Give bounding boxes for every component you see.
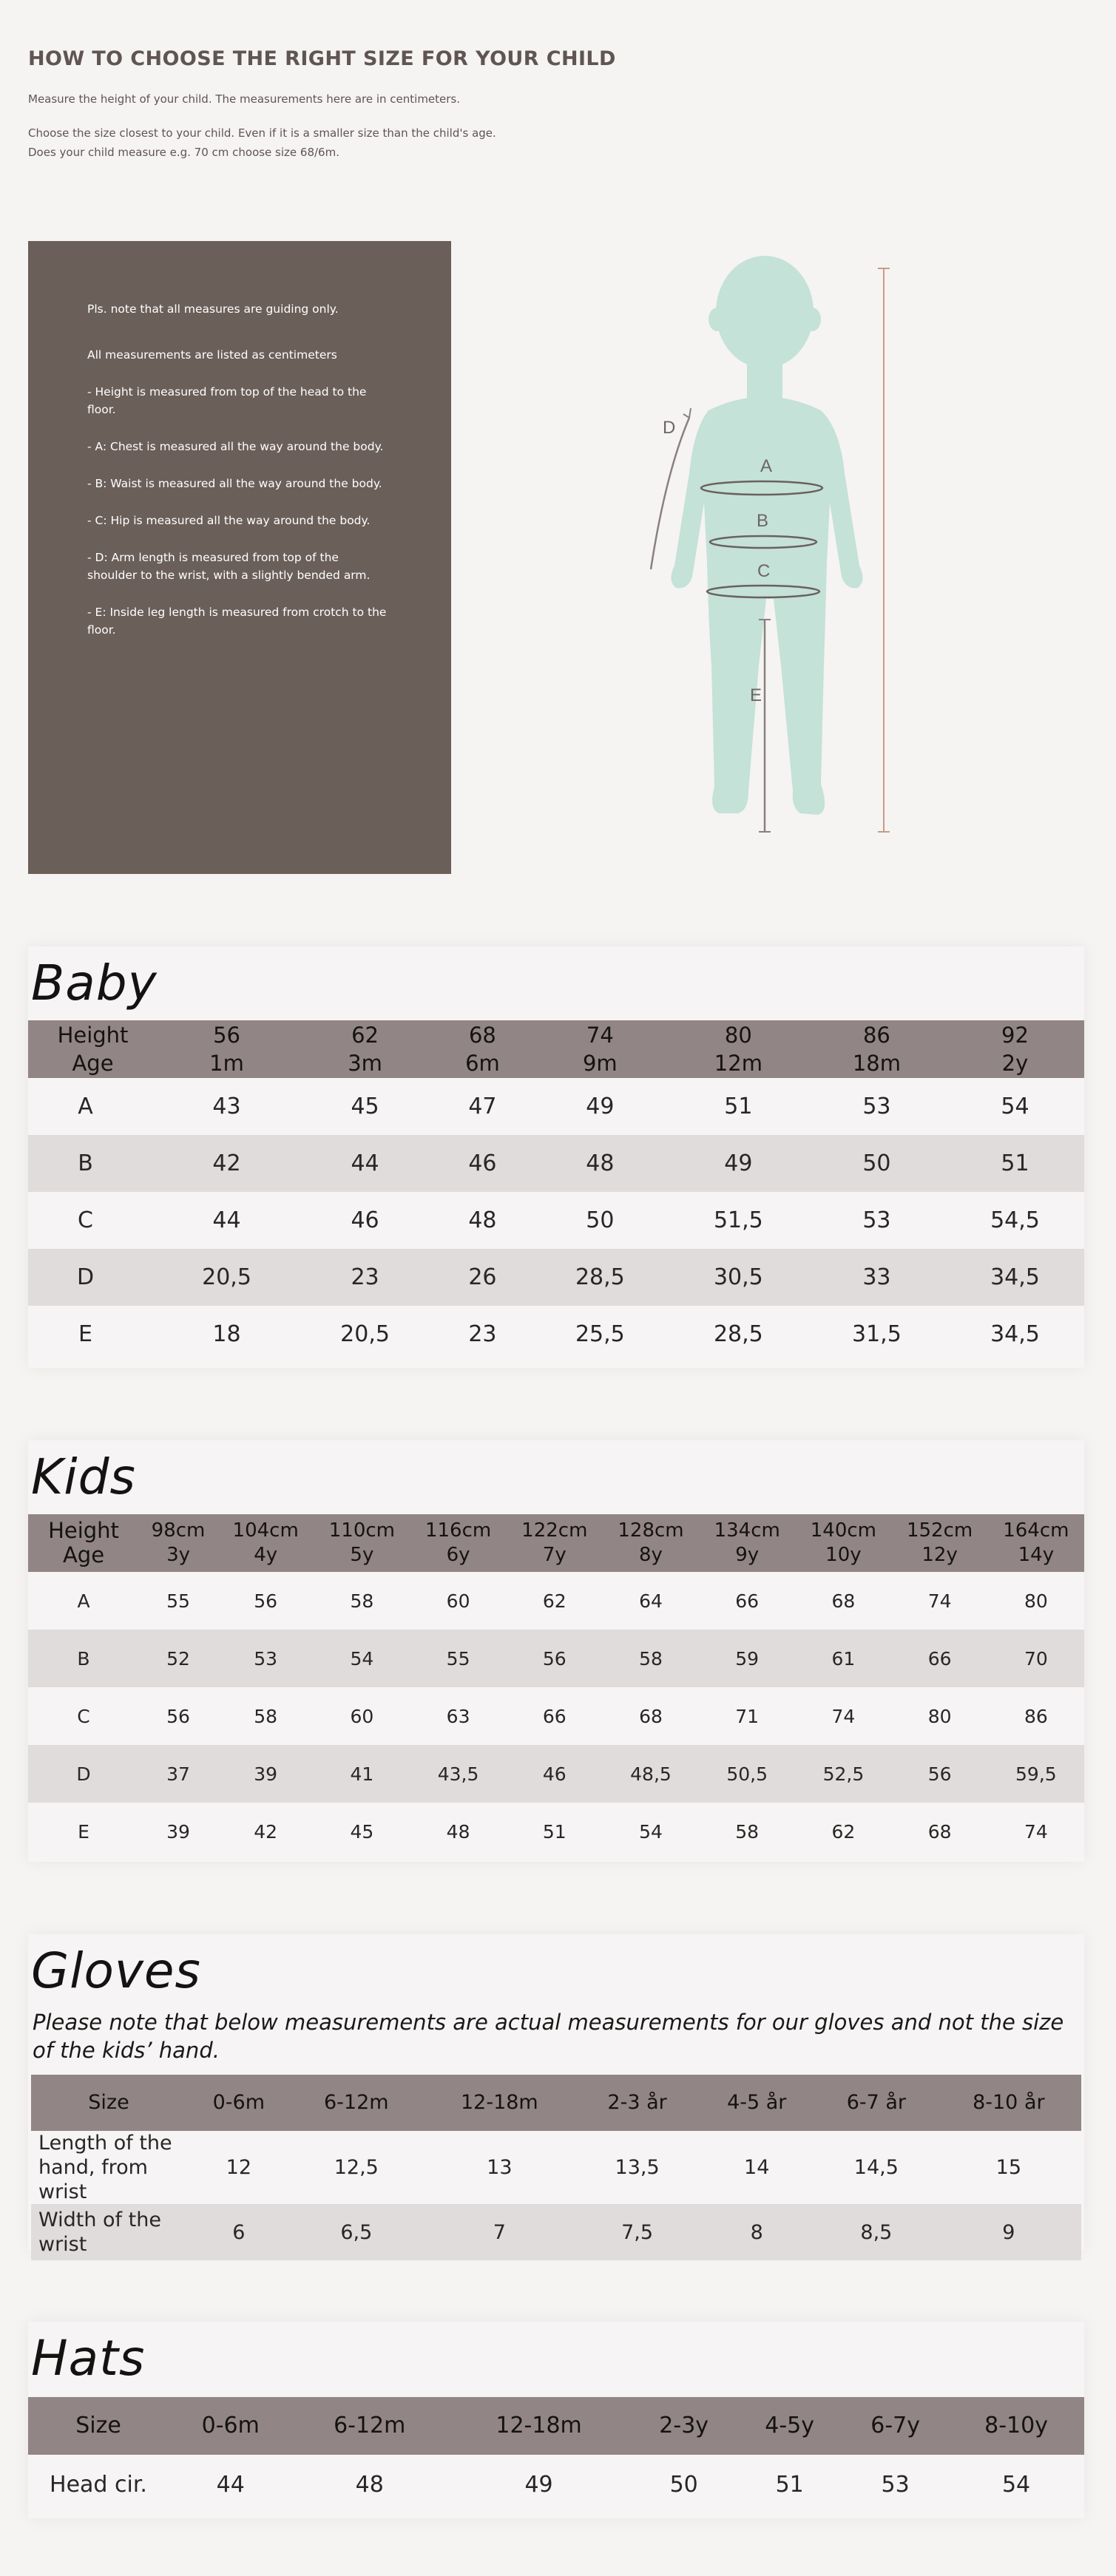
table-cell: 20,5 [340,1321,390,1347]
table-cell: 25,5 [575,1321,625,1347]
baby-size-card [28,946,1084,1368]
kids-title: Kids [31,1448,136,1505]
table-cell: 42 [212,1150,241,1176]
table-cell: 50 [586,1207,615,1233]
table-cell: 9 [1002,2220,1015,2244]
table-cell: 52 [166,1647,190,1670]
header-size: 80 12m [714,1023,762,1076]
table-cell: 54 [1001,2471,1031,2498]
table-cell: 51 [542,1820,567,1843]
row-label: A [77,1590,90,1612]
label-c: C [757,561,771,581]
table-cell: 44 [212,1207,241,1233]
header-size: 116cm 6y [425,1519,492,1566]
table-cell: 56 [542,1647,567,1670]
table-cell: 42 [254,1820,278,1843]
table-cell: 48 [468,1207,497,1233]
baby-title: Baby [31,955,158,1011]
hats-size-card [28,2322,1084,2518]
table-cell: 53 [254,1647,278,1670]
gloves-size-card [28,1934,1084,2256]
table-cell: 66 [735,1590,760,1612]
table-cell: 56 [927,1763,952,1785]
header-size: 134cm 9y [714,1519,780,1566]
table-cell: 6,5 [340,2220,373,2244]
table-cell: 58 [254,1705,278,1727]
child-measurement-figure [636,251,902,843]
header-size: 92 2y [1001,1023,1029,1076]
table-cell: 74 [831,1705,856,1727]
table-cell: 48 [586,1150,615,1176]
row-label: B [77,1647,90,1670]
table-cell: 50,5 [726,1763,768,1785]
table-cell: 53 [862,1207,891,1233]
table-cell: 12,5 [334,2156,379,2179]
header-size: 110cm 5y [328,1519,395,1566]
table-cell: 68 [927,1820,952,1843]
table-cell: 37 [166,1763,190,1785]
label-d: D [663,418,676,438]
table-cell: 80 [1024,1590,1048,1612]
table-cell: 63 [446,1705,470,1727]
table-cell: 23 [468,1321,497,1347]
row-label: B [78,1150,93,1176]
table-cell: 74 [927,1590,952,1612]
table-row [31,2131,1081,2204]
note-text: - D: Arm length is measured from top of the shoulder to the wrist, with a slightly bended arm. [87,551,371,582]
header-size: 68 6m [465,1023,500,1076]
table-cell: 8 [750,2220,763,2244]
row-label: C [77,1705,90,1727]
table-cell: 68 [639,1705,663,1727]
table-cell: 28,5 [575,1264,625,1290]
header-size: 152cm 12y [906,1519,973,1566]
table-cell: 44 [216,2471,245,2498]
baby-size-table [28,1020,1084,1363]
intro [28,47,768,162]
table-cell: 6 [232,2220,246,2244]
table-cell: 47 [468,1094,497,1119]
table-cell: 30,5 [713,1264,763,1290]
header-size: 6-7 år [846,2091,907,2114]
table-cell: 43 [212,1094,241,1119]
note-text: - C: Hip is measured all the way around the body. [87,514,371,527]
table-cell: 54,5 [990,1207,1040,1233]
child-silhouette-illustration [636,251,902,843]
table-cell: 8,5 [860,2220,893,2244]
table-cell: 7,5 [621,2220,654,2244]
table-cell: 49 [524,2471,553,2498]
table-cell: 14,5 [853,2156,899,2179]
header-size: 56 1m [209,1023,244,1076]
table-cell: 80 [927,1705,952,1727]
note-text: - B: Waist is measured all the way around the body. [87,477,382,490]
table-cell: 45 [351,1094,379,1119]
row-label: D [76,1763,91,1785]
table-cell: 58 [350,1590,374,1612]
note-text: Pls. note that all measures are guiding only. [87,302,339,316]
table-cell: 59 [735,1647,760,1670]
table-cell: 86 [1024,1705,1048,1727]
header-size: 2-3 år [607,2091,667,2114]
header-size: 12-18m [496,2413,582,2438]
table-cell: 55 [166,1590,190,1612]
table-cell: 23 [351,1264,379,1290]
table-row [28,2455,1084,2514]
table-cell: 20,5 [202,1264,251,1290]
table-cell: 26 [468,1264,497,1290]
header-size: 0-6m [201,2413,260,2438]
header-size: 4-5y [765,2413,815,2438]
table-cell: 54 [1001,1094,1029,1119]
label-b: B [757,511,769,531]
table-header-row [28,1514,1084,1572]
header-size: 74 9m [582,1023,618,1076]
table-cell: 13 [487,2156,513,2179]
table-cell: 66 [542,1705,567,1727]
table-cell: 55 [446,1647,470,1670]
row-label: E [78,1820,89,1843]
table-cell: 60 [446,1590,470,1612]
table-cell: 50 [669,2471,698,2498]
header-size: 86 18m [852,1023,901,1076]
table-cell: 7 [493,2220,506,2244]
hats-size-table [28,2397,1084,2514]
table-row [28,1135,1084,1192]
table-cell: 51,5 [713,1207,763,1233]
intro-text: Choose the size closest to your child. Even if it is a smaller size than the child's age. [28,126,496,140]
table-cell: 51 [775,2471,804,2498]
label-e: E [750,685,762,705]
header-size: 8-10y [984,2413,1048,2438]
table-cell: 12 [226,2156,252,2179]
table-row [28,1192,1084,1249]
table-cell: 18 [212,1321,241,1347]
table-cell: 71 [735,1705,760,1727]
table-cell: 51 [724,1094,753,1119]
table-cell: 34,5 [990,1264,1040,1290]
header-size: 122cm 7y [521,1519,588,1566]
table-cell: 46 [351,1207,379,1233]
header-size: 140cm 10y [810,1519,877,1566]
table-row [28,1306,1084,1363]
kids-size-table [28,1514,1084,1860]
table-cell: 62 [831,1820,856,1843]
table-cell: 53 [862,1094,891,1119]
intro-text: Does your child measure e.g. 70 cm choose size 68/6m. [28,146,339,159]
header-size: 0-6m [212,2091,266,2114]
table-cell: 52,5 [822,1763,865,1785]
table-cell: 70 [1024,1647,1048,1670]
table-cell: 53 [881,2471,910,2498]
table-cell: 48,5 [630,1763,672,1785]
row-label: Head cir. [50,2471,147,2498]
table-cell: 46 [542,1763,567,1785]
header-size: 164cm 14y [1003,1519,1069,1566]
measurement-notes-panel [28,241,451,874]
table-cell: 41 [350,1763,374,1785]
table-cell: 54 [350,1647,374,1670]
table-cell: 33 [862,1264,891,1290]
table-cell: 49 [586,1094,615,1119]
note-text: - Height is measured from top of the head to the floor. [87,385,367,416]
table-cell: 60 [350,1705,374,1727]
table-row [28,1803,1084,1860]
table-row [28,1630,1084,1687]
table-cell: 50 [862,1150,891,1176]
table-cell: 39 [254,1763,278,1785]
table-cell: 58 [639,1647,663,1670]
table-header-row [31,2075,1081,2131]
table-row [31,2204,1081,2260]
row-label: A [78,1094,93,1119]
table-cell: 14 [744,2156,770,2179]
row-label: Length of the hand, from wrist [38,2132,172,2203]
header-size: 4-5 år [727,2091,787,2114]
header-size: 12-18m [460,2091,538,2114]
table-cell: 61 [831,1647,856,1670]
gloves-size-table [31,2075,1081,2260]
table-cell: 56 [166,1705,190,1727]
table-cell: 64 [639,1590,663,1612]
note-text: - A: Chest is measured all the way around the body. [87,440,384,453]
table-cell: 44 [351,1150,379,1176]
table-cell: 45 [350,1820,374,1843]
table-cell: 13,5 [615,2156,660,2179]
table-cell: 15 [995,2156,1022,2179]
note-text: - E: Inside leg length is measured from crotch to the floor. [87,606,387,637]
table-row [28,1745,1084,1803]
table-cell: 68 [831,1590,856,1612]
table-row [28,1078,1084,1135]
table-header-row [28,2397,1084,2455]
row-label: D [76,1264,95,1290]
table-cell: 54 [639,1820,663,1843]
table-row [28,1687,1084,1745]
header-size: 6-12m [334,2413,406,2438]
table-cell: 28,5 [713,1321,763,1347]
header-label: Size [88,2091,129,2114]
header-label: Size [75,2413,121,2438]
header-size: 104cm 4y [232,1519,299,1566]
table-cell: 49 [724,1150,753,1176]
table-cell: 74 [1024,1820,1048,1843]
gloves-note: Please note that below measurements are actual measurements for our gloves and not the size of the kids’ hand. [33,2010,1064,2063]
table-cell: 59,5 [1015,1763,1057,1785]
table-cell: 48 [355,2471,384,2498]
table-row [28,1572,1084,1630]
header-size: 8-10 år [973,2091,1045,2114]
table-cell: 31,5 [852,1321,902,1347]
header-size: 62 3m [348,1023,382,1076]
note-text: All measurements are listed as centimeters [87,348,337,362]
header-label: Height Age [48,1518,119,1567]
header-size: 6-7y [870,2413,920,2438]
table-cell: 43,5 [437,1763,479,1785]
intro-text: Measure the height of your child. The measurements here are in centimeters. [28,92,461,106]
table-cell: 66 [927,1647,952,1670]
table-cell: 58 [735,1820,760,1843]
row-label: E [78,1321,92,1347]
table-row [28,1249,1084,1306]
table-cell: 48 [446,1820,470,1843]
hats-title: Hats [31,2330,146,2387]
kids-size-card [28,1440,1084,1862]
table-cell: 34,5 [990,1321,1040,1347]
header-size: 98cm 3y [151,1519,206,1566]
row-label: Width of the wrist [38,2209,161,2256]
table-cell: 56 [254,1590,278,1612]
header-size: 2-3y [659,2413,709,2438]
header-label: Height Age [57,1023,129,1076]
table-header-row [28,1020,1084,1078]
table-cell: 51 [1001,1150,1029,1176]
header-size: 6-12m [324,2091,389,2114]
row-label: C [78,1207,93,1233]
table-cell: 46 [468,1150,497,1176]
header-size: 128cm 8y [618,1519,684,1566]
table-cell: 39 [166,1820,190,1843]
table-cell: 62 [542,1590,567,1612]
page-title: HOW TO CHOOSE THE RIGHT SIZE FOR YOUR CHILD [28,47,616,70]
gloves-title: Gloves [31,1942,201,1999]
label-a: A [760,456,773,476]
